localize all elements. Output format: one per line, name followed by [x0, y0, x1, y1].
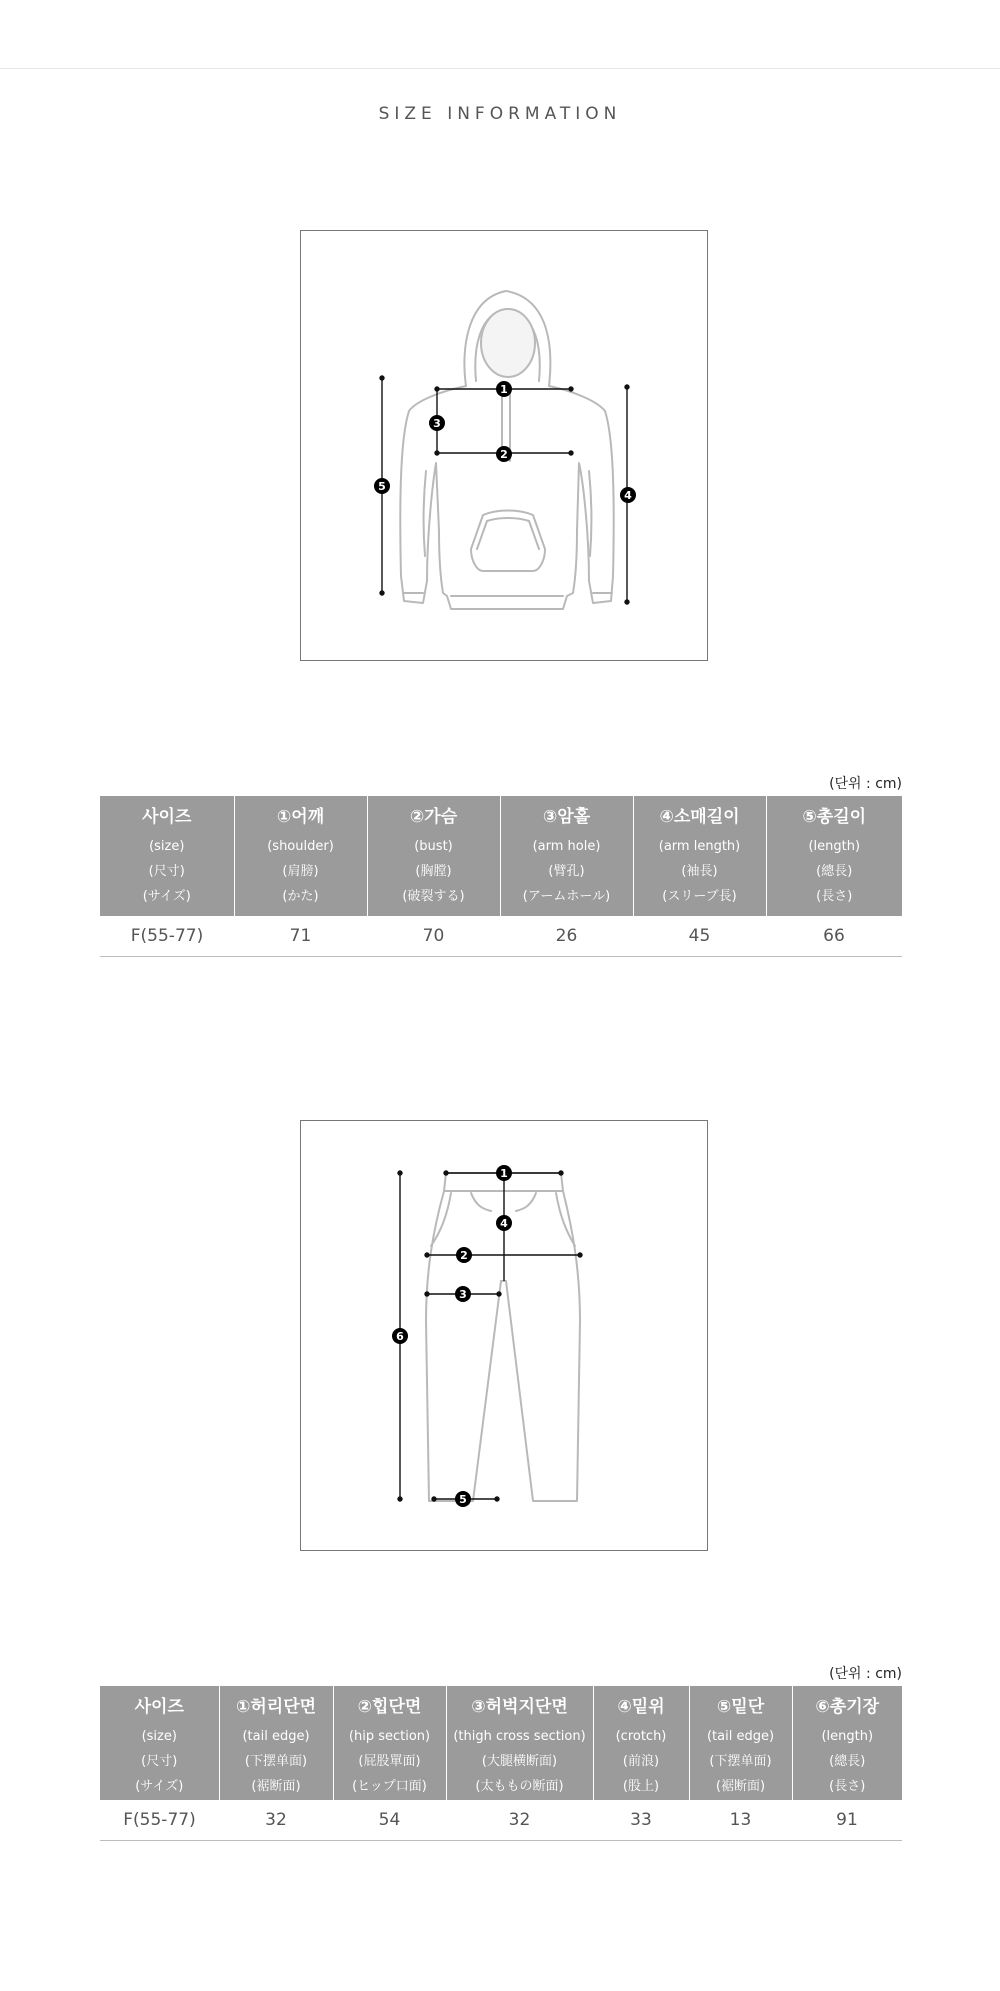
marker-arm-length: 4: [624, 489, 632, 502]
unit-label-bottom: (단위 : cm): [829, 1666, 902, 1682]
cell-size: F(55-77): [100, 916, 234, 957]
marker-waist: 1: [500, 1167, 508, 1180]
bottom-size-table: [100, 1686, 902, 1841]
page-title: SIZE INFORMATION: [378, 104, 622, 124]
header-size: 사이즈 (size) (尺寸) (サイズ): [100, 796, 234, 916]
marker-hem: 5: [459, 1493, 467, 1506]
hoodie-size-diagram: [300, 230, 708, 661]
unit-label-top: (단위 : cm): [829, 776, 902, 792]
header-length: ⑤총길이 (length) (總長) (長さ): [766, 796, 902, 916]
marker-arm-hole: 3: [433, 417, 441, 430]
header-shoulder: ①어깨 (shoulder) (肩膀) (かた): [234, 796, 367, 916]
marker-total-length: 6: [396, 1330, 404, 1343]
cell-bust: 70: [367, 916, 500, 957]
header-hip-section: ②힙단면 (hip section) (屁股單面) (ヒップ口面): [333, 1686, 446, 1800]
cell-waist-section: 32: [219, 1800, 333, 1841]
cell-thigh-section: 32: [446, 1800, 593, 1841]
header-size: 사이즈 (size) (尺寸) (サイズ): [100, 1686, 219, 1800]
header-arm-hole: ③암홀 (arm hole) (臂孔) (アームホール): [500, 796, 633, 916]
table-row: [100, 1800, 902, 1841]
cell-arm-hole: 26: [500, 916, 633, 957]
cell-crotch: 33: [593, 1800, 689, 1841]
marker-length: 5: [378, 480, 386, 493]
header-total-length: ⑥총기장 (length) (總長) (長さ): [792, 1686, 902, 1800]
header-waist-section: ①허리단면 (tail edge) (下摆单面) (裾断面): [219, 1686, 333, 1800]
marker-hip: 2: [460, 1249, 468, 1262]
header-crotch: ④밑위 (crotch) (前浪) (股上): [593, 1686, 689, 1800]
header-thigh-section: ③허벅지단면 (thigh cross section) (大腿横断面) (太ももの断面): [446, 1686, 593, 1800]
header-bust: ②가슴 (bust) (胸膛) (破裂する): [367, 796, 500, 916]
header-arm-length: ④소매길이 (arm length) (袖長) (スリーブ長): [633, 796, 766, 916]
cell-total-length: 91: [792, 1800, 902, 1841]
hoodie-illustration: [301, 231, 707, 660]
cell-arm-length: 45: [633, 916, 766, 957]
cell-size: F(55-77): [100, 1800, 219, 1841]
marker-crotch: 4: [500, 1217, 508, 1230]
pants-illustration: [301, 1121, 707, 1550]
cell-hem: 13: [689, 1800, 792, 1841]
cell-shoulder: 71: [234, 916, 367, 957]
table-row: [100, 916, 902, 957]
marker-bust: 2: [500, 448, 508, 461]
top-divider: [0, 68, 1000, 69]
header-hem: ⑤밑단 (tail edge) (下摆单面) (裾断面): [689, 1686, 792, 1800]
top-size-table: [100, 796, 902, 957]
cell-hip-section: 54: [333, 1800, 446, 1841]
marker-thigh: 3: [459, 1288, 467, 1301]
cell-length: 66: [766, 916, 902, 957]
pants-size-diagram: [300, 1120, 708, 1551]
marker-shoulder: 1: [500, 383, 508, 396]
